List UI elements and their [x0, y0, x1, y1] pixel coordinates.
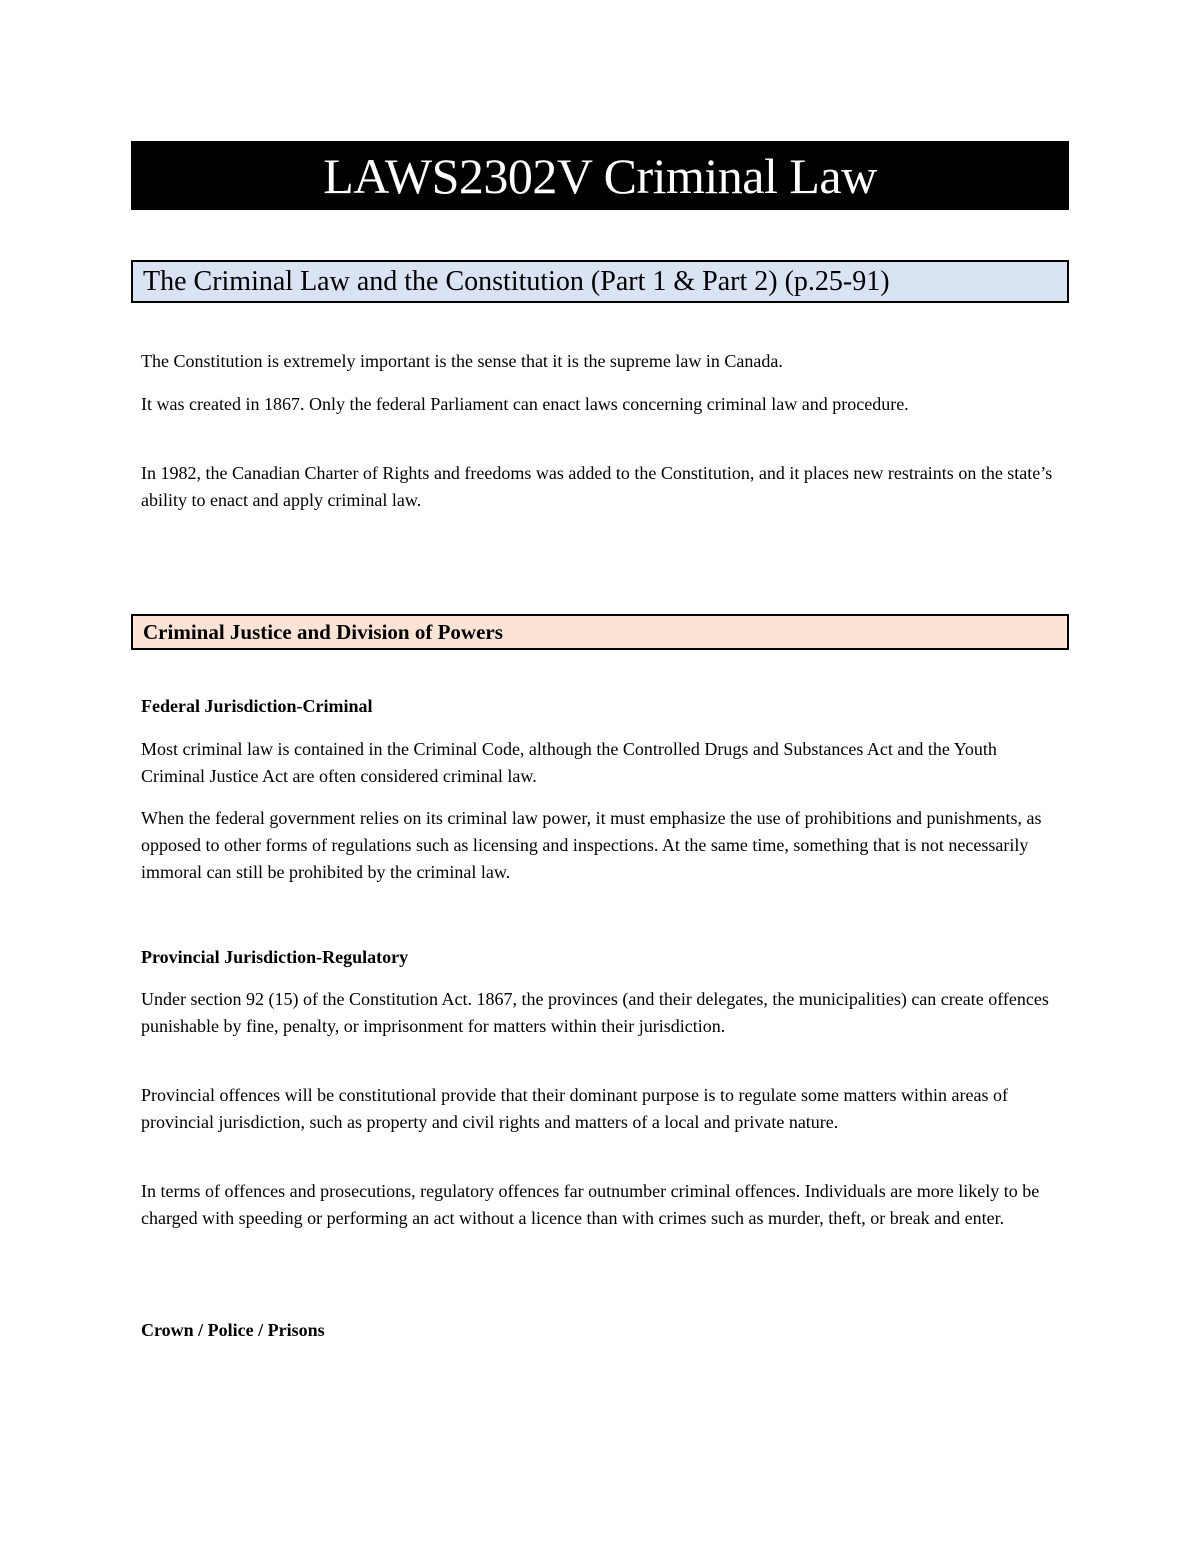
- paragraph-provincial-1: Under section 92 (15) of the Constitution Act. 1867, the provinces (and their delegates, the municipalities) can create offences punishable by fine, penalty, or imprisonment for matters within their jurisdiction.: [141, 989, 1049, 1036]
- title-banner: [131, 141, 1069, 210]
- paragraph-federal-2: When the federal government relies on its criminal law power, it must emphasize the use of prohibitions and punishments, as opposed to other forms of regulations such as licensing and inspections. At the same time, something that is not necessarily immoral can still be prohibited by the criminal law.: [141, 808, 1042, 882]
- subheading-federal: Federal Jurisdiction-Criminal: [141, 696, 373, 716]
- paragraph-constitution-1: The Constitution is extremely important is the sense that it is the supreme law in Canada.: [141, 351, 783, 371]
- subheading-crown-police-prisons: Crown / Police / Prisons: [141, 1320, 325, 1340]
- section-heading-constitution: The Criminal Law and the Constitution (Part 1 & Part 2) (p.25-91): [143, 265, 890, 297]
- paragraph-provincial-2: Provincial offences will be constitutional provide that their dominant purpose is to regulate some matters within areas of provincial jurisdiction, such as property and civil rights and matters of a local and private nature.: [141, 1085, 1008, 1132]
- paragraph-constitution-2: It was created in 1867. Only the federal Parliament can enact laws concerning criminal law and procedure.: [141, 394, 909, 414]
- paragraph-constitution-3: In 1982, the Canadian Charter of Rights and freedoms was added to the Constitution, and it places new restraints on the state’s ability to enact and apply criminal law.: [141, 463, 1053, 510]
- document-title: LAWS2302V Criminal Law: [323, 147, 877, 204]
- section-heading-box-division: [131, 614, 1069, 650]
- section-heading-box-constitution: [131, 260, 1069, 303]
- paragraph-federal-1: Most criminal law is contained in the Criminal Code, although the Controlled Drugs and Substances Act and the Youth Criminal Justice Act are often considered criminal law.: [141, 739, 997, 786]
- section-heading-division: Criminal Justice and Division of Powers: [143, 619, 503, 644]
- paragraph-provincial-3: In terms of offences and prosecutions, regulatory offences far outnumber criminal offences. Individuals are more likely to be charged with speeding or performing an act without a licence than with crimes such as murder, theft, or break and enter.: [141, 1181, 1040, 1228]
- subheading-provincial: Provincial Jurisdiction-Regulatory: [141, 947, 409, 967]
